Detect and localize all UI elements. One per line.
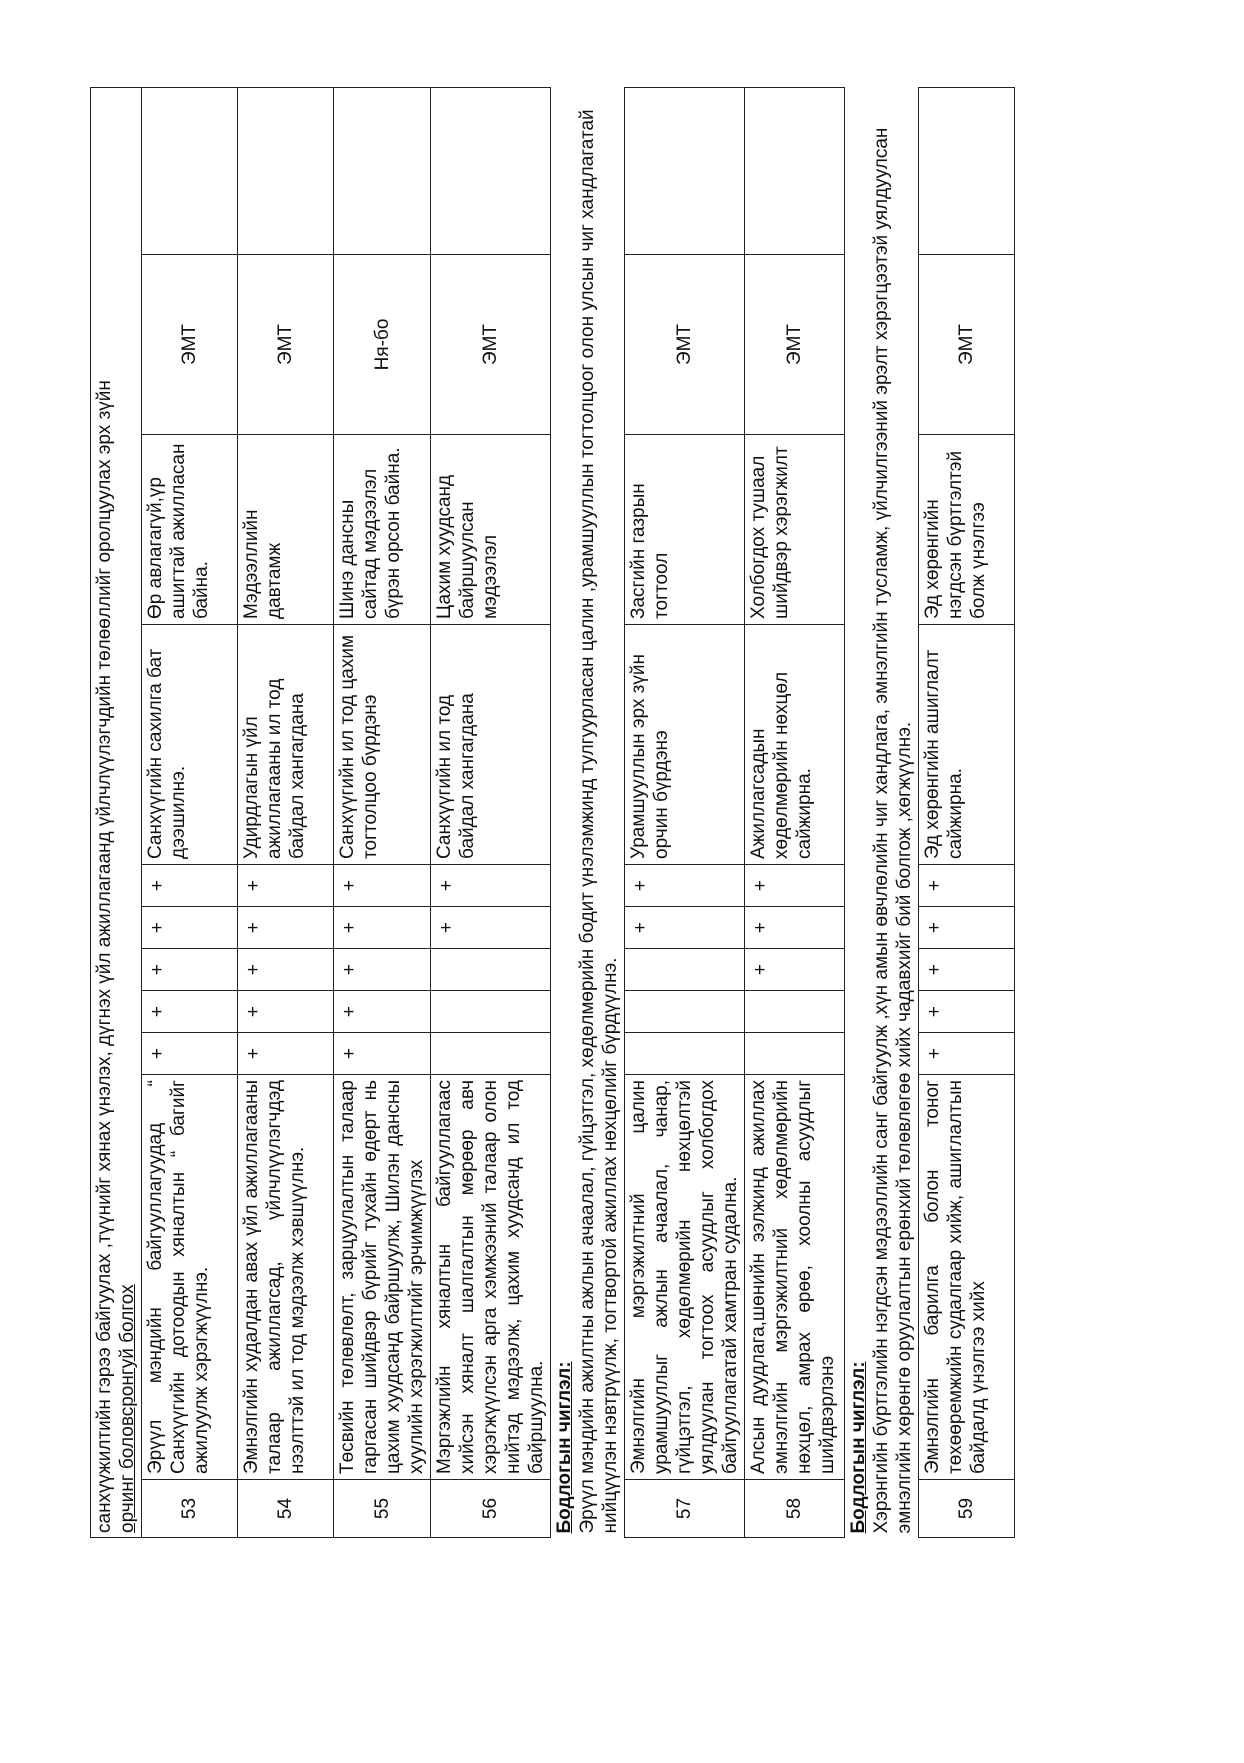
indicator-cell: Шинэ дансны сайтад мэдээлэл бүрэн орсон байна. [334, 435, 431, 625]
year-mark-cell: + [745, 865, 845, 907]
action-plan-table [90, 87, 1015, 1538]
activity-cell: Мэргэжлийн хяналтын байгууллагаас хийсэн хяналт шалгалтын мөрөөр авч хэрэгжүүлсэн арга хэмжээний талаар олон нийтэд мэдээлж, цахим хуудсанд ил тод байршуулна. [431, 1075, 551, 1480]
policy-cell [551, 87, 625, 1537]
outcome-cell: Ажиллагсадын хөдөлмөрийн нөхцөл сайжирна. [745, 625, 845, 865]
row-number: 55 [334, 1480, 431, 1538]
year-mark-cell: + [431, 907, 551, 949]
year-mark-cell [745, 991, 845, 1033]
year-mark-cell: + [625, 907, 745, 949]
activity-cell: Төсвийн төлөвлөлт, зарцуулалтын талаар гаргасан шийдвэр бүрийг тухайн өдөрт нь цахим хуудсанд байршуулж, Шилэн дансны хуулийн хэрэгжилтийг эрчимжүүлэх [334, 1075, 431, 1480]
table-row [431, 87, 551, 1537]
table-row [625, 87, 745, 1537]
row-number: 57 [625, 1480, 745, 1538]
responsible-cell: ЭМТ [625, 255, 745, 435]
row-number: 53 [142, 1480, 238, 1538]
responsible-cell: ЭМТ [431, 255, 551, 435]
document-body [90, 88, 1015, 1538]
row-number: 58 [745, 1480, 845, 1538]
year-mark-cell: + [142, 1033, 238, 1075]
indicator-cell: Өр авлагагүй,үр ашигтай ажилласан байна. [142, 435, 238, 625]
intro-row [91, 87, 142, 1537]
activity-cell: Эмнэлгийн мэргэжилтний цалин урамшууллыг ажлын ачаалал, чанар, гүйцэтгэл, хөдөлмөрийн нөхцөлтэй уялдуулан тогтоох асуудлыг холбогдох байгууллагатай хамтран судална. [625, 1075, 745, 1480]
activity-cell: Эмнэлгийн худалдан авах үйл ажиллагааны талаар ажиллагсад, үйлчлүүлэгчдэд нээлттэй ил тод мэдээлж хэвшүүлнэ. [238, 1075, 334, 1480]
year-mark-cell: + [919, 991, 1015, 1033]
row-number: 54 [238, 1480, 334, 1538]
outcome-cell: Урамшууллын эрх зүйн орчин бүрдэнэ [625, 625, 745, 865]
note-cell [431, 87, 551, 254]
year-mark-cell: + [142, 949, 238, 991]
year-mark-cell: + [919, 907, 1015, 949]
row-number: 59 [919, 1480, 1015, 1538]
year-mark-cell: + [919, 865, 1015, 907]
note-cell [919, 87, 1015, 254]
year-mark-cell [625, 1033, 745, 1075]
year-mark-cell: + [238, 991, 334, 1033]
year-mark-cell: + [334, 907, 431, 949]
table-row [334, 87, 431, 1537]
year-mark-cell: + [919, 1033, 1015, 1075]
intro-line-2: орчинг боловсронгуй болгох [117, 1284, 138, 1533]
outcome-cell: Санхүүгийн ил тод цахим тогтолцоо бүрдэнэ [334, 625, 431, 865]
year-mark-cell: + [142, 907, 238, 949]
responsible-cell: Ня-бо [334, 255, 431, 435]
table-row [919, 87, 1015, 1537]
year-mark-cell: + [334, 1033, 431, 1075]
year-mark-cell: + [142, 865, 238, 907]
year-mark-cell: + [142, 991, 238, 1033]
responsible-cell: ЭМТ [919, 255, 1015, 435]
outcome-cell: Удирдлагын үйл ажиллагааны ил тод байдал хангагдана [238, 625, 334, 865]
year-mark-cell: + [745, 907, 845, 949]
year-mark-cell [625, 991, 745, 1033]
outcome-cell: Санхүүгийн ил тод байдал хангагдана [431, 625, 551, 865]
year-mark-cell: + [238, 907, 334, 949]
year-mark-cell: + [334, 949, 431, 991]
note-cell [334, 87, 431, 254]
note-cell [142, 87, 238, 254]
year-mark-cell: + [334, 991, 431, 1033]
year-mark-cell [431, 1033, 551, 1075]
indicator-cell: Мэдээллийн давтамж [238, 435, 334, 625]
responsible-cell: ЭМТ [745, 255, 845, 435]
year-mark-cell [745, 1033, 845, 1075]
indicator-cell: Засгийн газрын тогтоол [625, 435, 745, 625]
policy-row [845, 87, 919, 1537]
activity-cell: Эрүүл мэндийн байгууллагуудад “ Санхүүгийн дотоодын хяналтын “ багийг ажилуулж хэрэгжүүлнэ. [142, 1075, 238, 1480]
year-mark-cell [431, 991, 551, 1033]
indicator-cell: Эд хөрөнгийн нэгдсэн бүртгэлтэй болж үнэлгээ [919, 435, 1015, 625]
table-row [238, 87, 334, 1537]
outcome-cell: Эд хөрөнгийн ашиглалт сайжирна. [919, 625, 1015, 865]
year-mark-cell: + [745, 949, 845, 991]
policy-heading: Бодлогын чиглэл: [554, 1361, 575, 1534]
activity-cell: Алсын дуудлага,шөнийн ээлжинд ажиллах эмнэлгийн мэргэжилтний хөдөлмөрийн нөхцөл, амрах өрөө, хоолны асуудлыг шийдвэрлэнэ [745, 1075, 845, 1480]
note-cell [238, 87, 334, 254]
table-row [745, 87, 845, 1537]
row-number: 56 [431, 1480, 551, 1538]
year-mark-cell: + [919, 949, 1015, 991]
year-mark-cell: + [238, 949, 334, 991]
intro-line-1: санхүүжилтийн гэрээ байгуулах ,түүнийг хянах үнэлэх, дүгнэх үйл ажиллагаанд үйлчлүүлэгчдийн төлөөллийг оролцуулах эрх зүйн [94, 380, 115, 1533]
note-cell [745, 87, 845, 254]
policy-cell [845, 87, 919, 1537]
year-mark-cell [625, 949, 745, 991]
year-mark-cell: + [238, 1033, 334, 1075]
policy-heading: Бодлогын чиглэл: [848, 1361, 869, 1534]
policy-text: Эрүүл мэндийн ажилтны ажлын ачаалал, гүйцэтгэл, хөдөлмөрийн бодит үнэлэмжинд тулгуурласан цалин ,урамшууллын тогтолцоог олон улсын чиг хандлагатай нийцүүлэн нэвтрүүлж, тогтвортой ажиллах нөхцөлийг бүрдүүлнэ. [577, 109, 621, 1534]
policy-row [551, 87, 625, 1537]
outcome-cell: Санхүүгийн сахилга бат дээшилнэ. [142, 625, 238, 865]
indicator-cell: Цахим хуудсанд байршуулсан мэдээлэл [431, 435, 551, 625]
year-mark-cell: + [625, 865, 745, 907]
year-mark-cell: + [431, 865, 551, 907]
responsible-cell: ЭМТ [142, 255, 238, 435]
table-row [142, 87, 238, 1537]
year-mark-cell: + [238, 865, 334, 907]
year-mark-cell [431, 949, 551, 991]
activity-cell: Эмнэлгийн барилга болон тоног төхөөремжийн судалгаар хийж, ашиглалтын байдалд үнэлгээ хийх [919, 1075, 1015, 1480]
year-mark-cell: + [334, 865, 431, 907]
responsible-cell: ЭМТ [238, 255, 334, 435]
indicator-cell: Холбогдох тушаал шийдвэр хэрэгжилт [745, 435, 845, 625]
intro-cell [91, 87, 142, 1537]
policy-text: Хэрэнгийн бүртгэлийн нэгдсэн мэдээллийн санг байгуулж ,хүн амын өвчлөлийн чиг хандлага, эмнэлгийн тусламж, үйлчилгээний эрэлт хэрэгцээтэй уялдуулсан эмнэлгийн хөрөнгө оруулалтын ерөнхий төлөвлөгөө хийх чадавхийг бий болгож ,хөгжүүлнэ. [871, 127, 915, 1534]
note-cell [625, 87, 745, 254]
